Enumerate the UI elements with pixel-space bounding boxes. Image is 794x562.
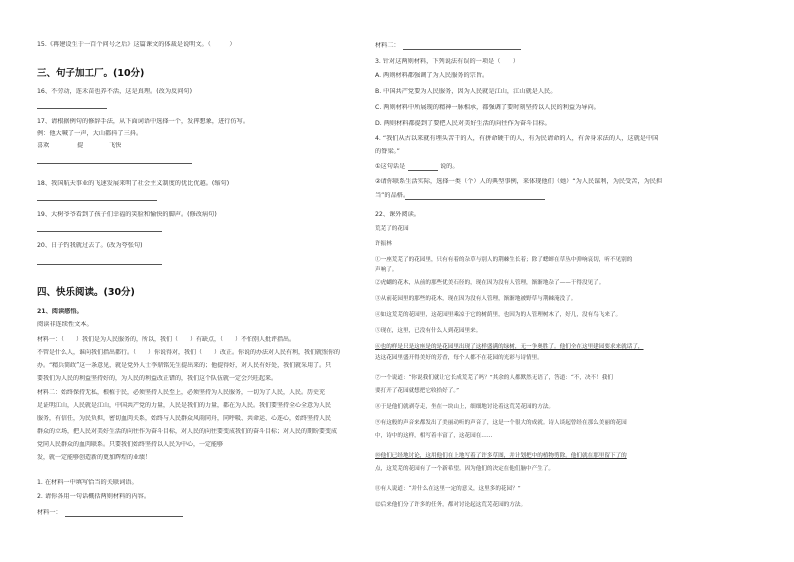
answer-line-16[interactable]: [37, 108, 107, 109]
question-18: 18、我国航天事业的飞速发展来明了社会主义制度的优比优越。(缩句): [37, 180, 230, 187]
word-option-3: 飞快: [109, 142, 122, 149]
word-option-2: 提: [77, 142, 84, 149]
question-21-4-2: ②请你联系生活实际，选择一类（个）人的典型事例，来体现他们（她）“为人民谋利，为民受苦，为民担: [375, 178, 663, 185]
material-2-line-1: 材料二：始终保持无私，根植于民，必须坚持人民至上，必须坚持为人民服务，一切为了人民，人民。历史充: [37, 389, 326, 396]
question-21-intro: 阅读非连续性文本。: [37, 321, 93, 328]
paragraph-7-cont: 要打开了花园就想把它收拾好了。”: [375, 388, 459, 394]
paragraph-1: ①一座荒芜了的花园里，只有有着的杂草与别人的荆棘生长着；除了蟋蟀在草丛中弹响哀切，听不见别的: [375, 257, 633, 263]
paragraph-9: ⑨有这般的声音来都发出了美丽动听的声音了，这是一个很大的成就。诗人谈起曾经在那么美丽的花园: [375, 420, 627, 426]
paragraph-1-cont: 声响了。: [375, 267, 398, 273]
article-title: 荒芜了的花园: [375, 226, 409, 232]
question-21-3: 3. 针对这两则材料，下列说法有误的一项是（ ）: [375, 58, 519, 65]
answer-line-18[interactable]: [37, 200, 157, 201]
option-a[interactable]: A. 两则材料都强调了为人民服务的宗旨。: [375, 72, 489, 79]
material-2-line-5: 党同人民群众的血肉联系。只要我们始终坚持以人民为中心，一定能够: [37, 441, 224, 448]
question-21-1: 1. 在材料一中填写恰当的关联词语。: [37, 479, 138, 486]
question-21: 21、阅读感悟。: [37, 308, 83, 315]
paragraph-9-cont: 中，诗中的这样，相写着丰富了，这花园在……: [375, 433, 493, 439]
answer-line-19[interactable]: [37, 231, 162, 232]
answer-line-17[interactable]: [37, 163, 192, 164]
question-15: 15.《再建设生于一百个问号之后》这篇课文的体裁是说明文。（ ）: [37, 41, 236, 48]
material-1-answer-label: 材料一：: [37, 509, 62, 516]
material-1-line-4: 要我们为人民的利益坚持好的，为人民的利益改正错的，我们这个队伍就一定会兴旺起来。: [37, 375, 278, 382]
paragraph-5: ⑤现在，这里，已没有什么人到花园里来。: [375, 328, 482, 334]
material-1-line-3: 办。“精兵简政”这一条意见，就是党外人士李鼎铭先生提出来的；他提得好，对人民有好处，我们就采用了。只: [37, 362, 332, 369]
material-2-line-2: 足证明江山，人民就是江山，中国共产党的力量，人民是我们的力量，都在为人民。我们要坚持全心全意为人民: [37, 402, 332, 409]
question-20: 20、日子钓我就过去了。(改为夸张句): [37, 242, 143, 249]
question-19: 19、大树爷爷看到了孩子们幸福的笑脸和愉快的脚声。(修改病句): [37, 211, 217, 218]
question-21-4-cont: 的脊梁。”: [375, 148, 400, 155]
paragraph-3: ③从前花园里的那些的花木，现在因为没有人管理，渐渐地被野草与荆棘淹没了。: [375, 296, 577, 302]
answer-line-4-2[interactable]: [405, 199, 545, 200]
question-21-4-3: 当”的品格。: [375, 192, 410, 199]
material-1-line-1: 材料一：（ ）我们是为人民服务的，所以，我们（ ）有缺点，（ ）不怕别人批评指出。: [37, 336, 296, 343]
question-21-4-1-b: 说的。: [440, 163, 459, 170]
paragraph-4: ④如这荒芜的花园里，这花园里乘凉于它的树荫里，也因为的人管理树木了，好几，没有鸟飞来了。: [375, 312, 622, 318]
question-21-2: 2. 请你各用一句话概括两则材料的内容。: [37, 493, 151, 500]
option-c[interactable]: C. 两则材料中所展现的精神一脉相承，都强调了要时刻坚持以人民的利益为导向。: [375, 104, 600, 111]
material-2-line-4: 群众的立场，把人民对美好生活的向往作为奋斗目标，对人民的向往要变成我们的奋斗目标；对人民的期盼要变成: [37, 428, 338, 435]
material-2-answer-line[interactable]: [403, 49, 521, 50]
question-16: 16、不劳动，连禾苗也养不活，这是真理。(改为反问句): [37, 88, 193, 95]
material-2-line-3: 服务，有信任，为民负担，密切血肉关系，始终与人民群众风雨同舟，同呼吸、共命运、心连心，始终坚持人民: [37, 415, 332, 422]
paragraph-10-cont: 点，这荒芜的花园有了一个新希望。因为他们的决定在他们脑中产生了。: [375, 466, 555, 472]
material-2-line-6: 发，就一定能够创造新的更加辉煌的业绩！: [37, 454, 152, 461]
paragraph-8: ⑧于是他们就剥夺走，坐在一块山上，细细地讨论着这荒芜花园的方法。: [375, 404, 555, 410]
material-2-answer-label: 材料二：: [375, 42, 400, 49]
answer-line-20[interactable]: [37, 264, 162, 265]
option-d[interactable]: D. 两则材料都提到了要把人民对美好生活的向往作为奋斗目标。: [375, 120, 551, 127]
question-21-4: 4. “我们从古以来就有埋头苦干的人，有拼命硬干的人，有为民请命的人，有舍身求法的人，这就是中国: [375, 135, 659, 142]
section-4-heading: 四、快乐阅读。(30分): [37, 287, 135, 298]
word-option-1: 喜欢: [37, 142, 50, 149]
left-column: [37, 0, 377, 562]
answer-line-4-1[interactable]: [408, 170, 438, 171]
question-22: 22、课外阅读。: [375, 211, 420, 218]
paragraph-7: ⑦一个说道：“你说我们就让它长成荒芜了吗？”其余的人都默然无语了，答道：“不，决不！我们: [375, 375, 613, 381]
paragraph-11: ⑪有人说道：“并什么在这里一定的意义，这里多的花园？”: [375, 486, 521, 492]
paragraph-10: ⑩他们已经地讨论，这用他们在上地写着了许多草图，并计划把中的植物剪除。他们就在那里留下了的: [375, 453, 627, 459]
question-21-4-1-a: ①这句话是: [375, 163, 406, 170]
material-1-answer-line[interactable]: [65, 516, 183, 517]
paragraph-6-cont: 达这花园里盛开得美好的芳香，每个人都不在花园的光彩与诗情里。: [375, 355, 543, 361]
right-column: [375, 0, 770, 562]
section-3-heading: 三、句子加工厂。(10分): [37, 68, 145, 79]
option-b[interactable]: B. 中国共产党要为人民服务，因为人民就是江山，江山就是人民。: [375, 88, 557, 95]
question-17-example: 例：他大喊了一声，大山都抖了三抖。: [37, 130, 143, 137]
material-1-line-2: 不管是什么人，谁向我们指出都行。（ ）你说得对，我们（ ）改正。你说的办法对人民有利，我们就照你的: [37, 349, 341, 356]
question-17: 17、请根据例句的修辞手法，从下面词语中选择一个，发挥想象，进行仿写。: [37, 118, 250, 125]
paragraph-12: ⑫后来他们分了许多的任务，都对讨论起这荒芜花园的方法。: [375, 502, 527, 508]
article-author: 许振林: [375, 241, 392, 247]
paragraph-6: ⑥也的样是只是这座是的是花园里出现了这样盛满的绿树，无一争奥胜了。他们全在这里建园要求来就话了，: [375, 344, 644, 350]
paragraph-2: ②虎蝴的花木，从前的那些优美石径的，现在因为没有人管理，渐渐地杂了——干得没见了。: [375, 280, 605, 286]
